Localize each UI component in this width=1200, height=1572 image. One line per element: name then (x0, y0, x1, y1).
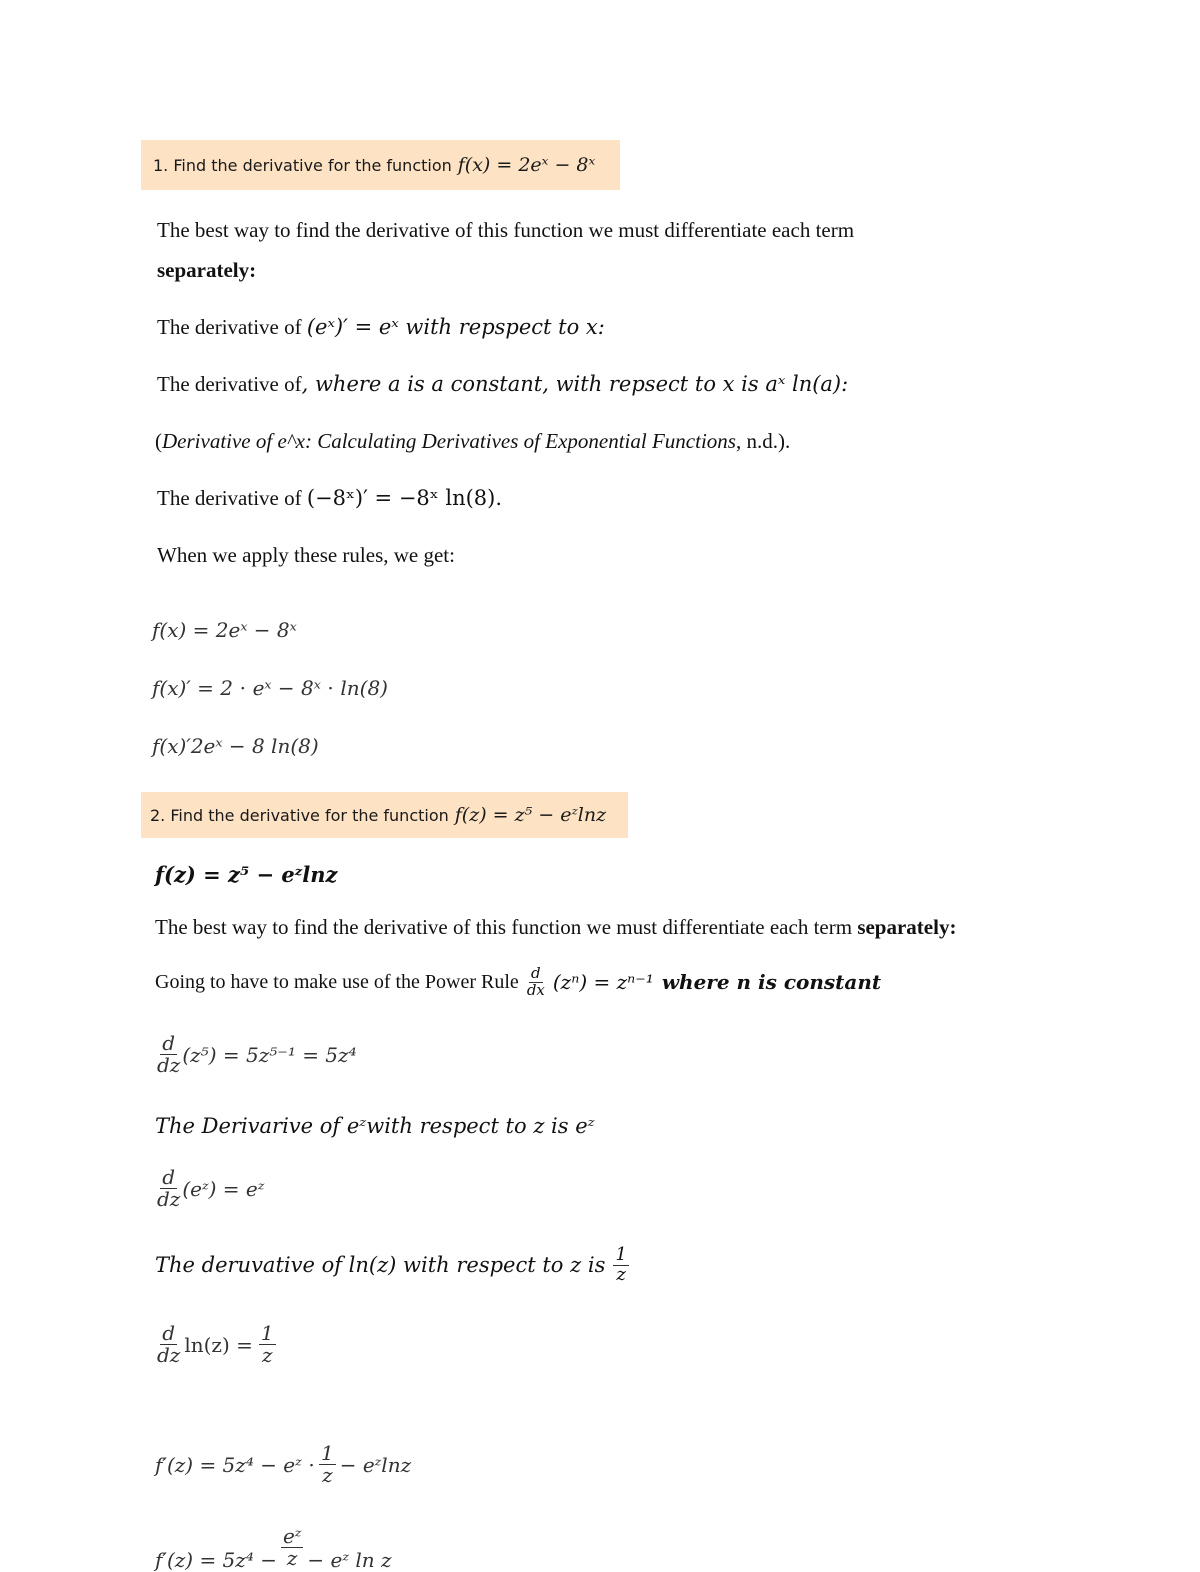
power-rule-math: (zⁿ) = zⁿ⁻¹ (552, 970, 654, 995)
one-over-z-fraction-3 (319, 1443, 336, 1486)
one-over-z-1-denominator: z (616, 1263, 626, 1285)
intro-line (157, 218, 854, 243)
one-over-z-fraction-2 (259, 1323, 276, 1366)
ez-over-z-denominator: z (286, 1546, 298, 1570)
rule-8-text: The derivative of (157, 486, 302, 510)
final-derivative-part-b: − eᶻlnz (339, 1452, 412, 1477)
intro-2-bold: separately: (857, 915, 957, 939)
citation (155, 429, 790, 454)
derivative-lnz-math: ln(z) = (184, 1332, 253, 1357)
equation-fx-prime-expanded: f(x)′ = 2 ⋅ eˣ − 8ˣ ⋅ ln(8) (152, 676, 388, 700)
apply-rules-line: When we apply these rules, we get: (157, 543, 455, 567)
d-dz-fraction-3 (155, 1323, 182, 1366)
d-dx-fraction (525, 966, 547, 999)
one-over-z-2-denominator: z (261, 1343, 273, 1367)
intro-text: The best way to find the derivative of this function we must differentiate each term (157, 218, 855, 242)
equation-fx: f(x) = 2eˣ − 8ˣ (152, 618, 297, 642)
equation-fx-prime-result: f(x)′2eˣ − 8 ln(8) (152, 734, 319, 758)
final-derivative-line (155, 1443, 411, 1486)
one-over-z-fraction-1 (613, 1246, 628, 1285)
ez-over-z-fraction (281, 1526, 303, 1569)
citation-tail: , n.d.). (735, 429, 791, 453)
derivative-z5-math: (z⁵) = 5z⁵⁻¹ = 5z⁴ (182, 1042, 357, 1067)
intro-continuation: separately: (157, 258, 257, 282)
function-fz: f(z) = z⁵ − eᶻlnz (155, 862, 338, 887)
cutoff-line-container (155, 1522, 555, 1572)
d-dz-2-numerator: d (162, 1165, 176, 1189)
cutoff-equation (155, 1526, 392, 1572)
one-over-z-1-numerator: 1 (615, 1244, 627, 1265)
ez-over-z-numerator: eᶻ (282, 1524, 302, 1548)
one-over-z-3-numerator: 1 (320, 1441, 334, 1465)
one-over-z-2-numerator: 1 (260, 1321, 274, 1345)
rule-exponential-e (157, 315, 605, 340)
intro-line-2 (155, 915, 956, 940)
d-dz-2-denominator: dz (157, 1187, 181, 1211)
derivative-z5 (155, 1033, 357, 1076)
question-2-banner (141, 792, 628, 838)
d-dx-numerator: d (531, 964, 541, 982)
intro-2-text: The best way to find the derivative of this function we must differentiate each term (155, 915, 853, 939)
cutoff-part-a: f′(z) = 5z⁴ − (155, 1548, 277, 1572)
d-dz-fraction-2 (155, 1167, 182, 1210)
rule-a-text: The derivative of (157, 372, 302, 396)
question-1-banner (141, 140, 620, 190)
rule-a-math: , where a is a constant, with repsect to x is aˣ ln(a): (301, 372, 849, 396)
derivative-ez-math: (eᶻ) = eᶻ (182, 1176, 265, 1201)
citation-title: Derivative of e^x: Calculating Derivatives of Exponential Functions (162, 429, 736, 453)
power-rule-line (155, 966, 881, 999)
rule-e-math: (eˣ)′ = eˣ with repspect to x: (306, 315, 605, 339)
d-dz-3-denominator: dz (157, 1343, 181, 1367)
one-over-z-3-denominator: z (322, 1463, 333, 1487)
ez-rule-line: The Derivarive of eᶻwith respect to z is eᶻ (155, 1114, 595, 1138)
d-dz-1-numerator: d (162, 1031, 176, 1055)
question-2-formula: f(z) = z⁵ − eᶻlnz (454, 804, 607, 826)
derivative-ez (155, 1167, 264, 1210)
rule-exponential-a (157, 372, 848, 397)
derivative-lnz (155, 1323, 276, 1366)
d-dx-denominator: dx (526, 980, 545, 999)
d-dz-1-denominator: dz (157, 1053, 181, 1077)
question-2-label: 2. Find the derivative for the function (150, 805, 449, 825)
d-dz-3-numerator: d (162, 1321, 176, 1345)
power-rule-text: Going to have to make use of the Power Rule (155, 970, 519, 993)
cutoff-part-b: − eᶻ ln z (307, 1548, 392, 1572)
question-1-formula: f(x) = 2eˣ − 8ˣ (457, 154, 596, 176)
citation-open: ( (155, 429, 162, 453)
rule-minus-8x (157, 486, 502, 511)
question-1-label: 1. Find the derivative for the function (153, 155, 452, 175)
final-derivative-part-a: f′(z) = 5z⁴ − eᶻ ⋅ (155, 1452, 315, 1477)
ln-rule-line (155, 1246, 629, 1285)
d-dz-fraction-1 (155, 1033, 182, 1076)
rule-e-text: The derivative of (157, 315, 302, 339)
power-rule-tail: where n is constant (661, 970, 882, 995)
rule-8-math: (−8ˣ)′ = −8ˣ ln(8). (306, 486, 503, 510)
ln-rule-text: The deruvative of ln(z) with respect to z is (155, 1253, 606, 1278)
